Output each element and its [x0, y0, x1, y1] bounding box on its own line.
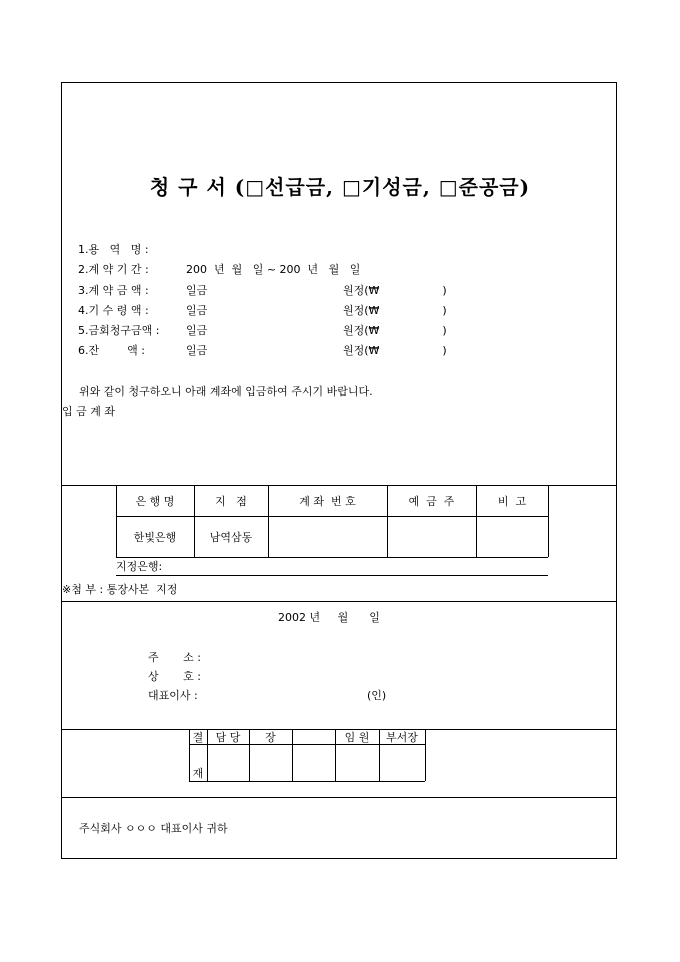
- item-label: 4.기 수 령 액 :: [78, 304, 149, 317]
- date-line: 2002 년 월 일: [278, 611, 380, 624]
- approval-header: 담 당: [215, 731, 241, 744]
- table-header: 비 고: [497, 495, 527, 508]
- approval-header: 장: [265, 731, 276, 744]
- form-title: 청 구 서 (□선급금, □기성금, □준공금): [149, 175, 531, 199]
- item-value: 일금: [186, 324, 208, 337]
- item-amount: 원정(₩ ): [343, 344, 447, 357]
- table-header: 은 행 명: [135, 495, 175, 508]
- table-cell: 남역삼동: [209, 531, 253, 544]
- addressee: 주식회사 ㅇㅇㅇ 대표이사 귀하: [79, 822, 228, 835]
- item-label: 1.용 역 명 :: [78, 243, 149, 256]
- item-label: 5.금회청구금액 :: [78, 324, 160, 337]
- request-sentence: 위와 같이 청구하오니 아래 계좌에 입금하여 주시기 바랍니다.: [79, 385, 373, 398]
- section-divider: [61, 797, 617, 798]
- approval-rule: [189, 781, 425, 782]
- item-amount: 원정(₩ ): [343, 304, 447, 317]
- table-cell: [387, 517, 476, 557]
- item-value: 일금: [186, 284, 208, 297]
- company-label: 상 호 :: [148, 670, 201, 683]
- attachment-note: ※첨 부 : 통장사본 지정: [62, 583, 178, 596]
- designated-bank-rule: [116, 575, 548, 576]
- table-cell: 한빛은행: [133, 531, 177, 544]
- item-value: 일금: [186, 304, 208, 317]
- item-label: 6.잔 액 :: [78, 344, 145, 357]
- contract-period-value: 200 년 월 일 ~ 200 년 월 일: [186, 263, 361, 276]
- table-header: 계 좌 번 호: [299, 495, 356, 508]
- table-rule: [116, 557, 548, 558]
- address-label: 주 소 :: [148, 651, 201, 664]
- section-divider: [61, 601, 617, 602]
- table-cell: [476, 517, 548, 557]
- item-label: 2.계 약 기 간 :: [78, 263, 149, 276]
- deposit-account-label: 입 금 계 좌: [62, 405, 115, 418]
- item-amount: 원정(₩ ): [343, 284, 447, 297]
- approval-rule: [425, 729, 426, 781]
- designated-bank-label: 지정은행:: [116, 560, 163, 573]
- approval-header: [292, 730, 335, 744]
- table-cell: [268, 517, 387, 557]
- item-label: 3.계 약 금 액 :: [78, 284, 149, 297]
- item-amount: 원정(₩ ): [343, 324, 447, 337]
- table-header: 예 금 주: [408, 495, 455, 508]
- approval-side-label: 결: [192, 731, 204, 744]
- approval-side-label: 재: [192, 767, 204, 780]
- seal-mark: (인): [367, 689, 387, 702]
- table-header: 지 점: [215, 495, 247, 508]
- ceo-label: 대표이사 :: [148, 689, 198, 702]
- approval-header: 부서장: [386, 731, 418, 744]
- approval-header: 임 원: [344, 731, 370, 744]
- item-value: 일금: [186, 344, 208, 357]
- table-rule: [548, 485, 549, 557]
